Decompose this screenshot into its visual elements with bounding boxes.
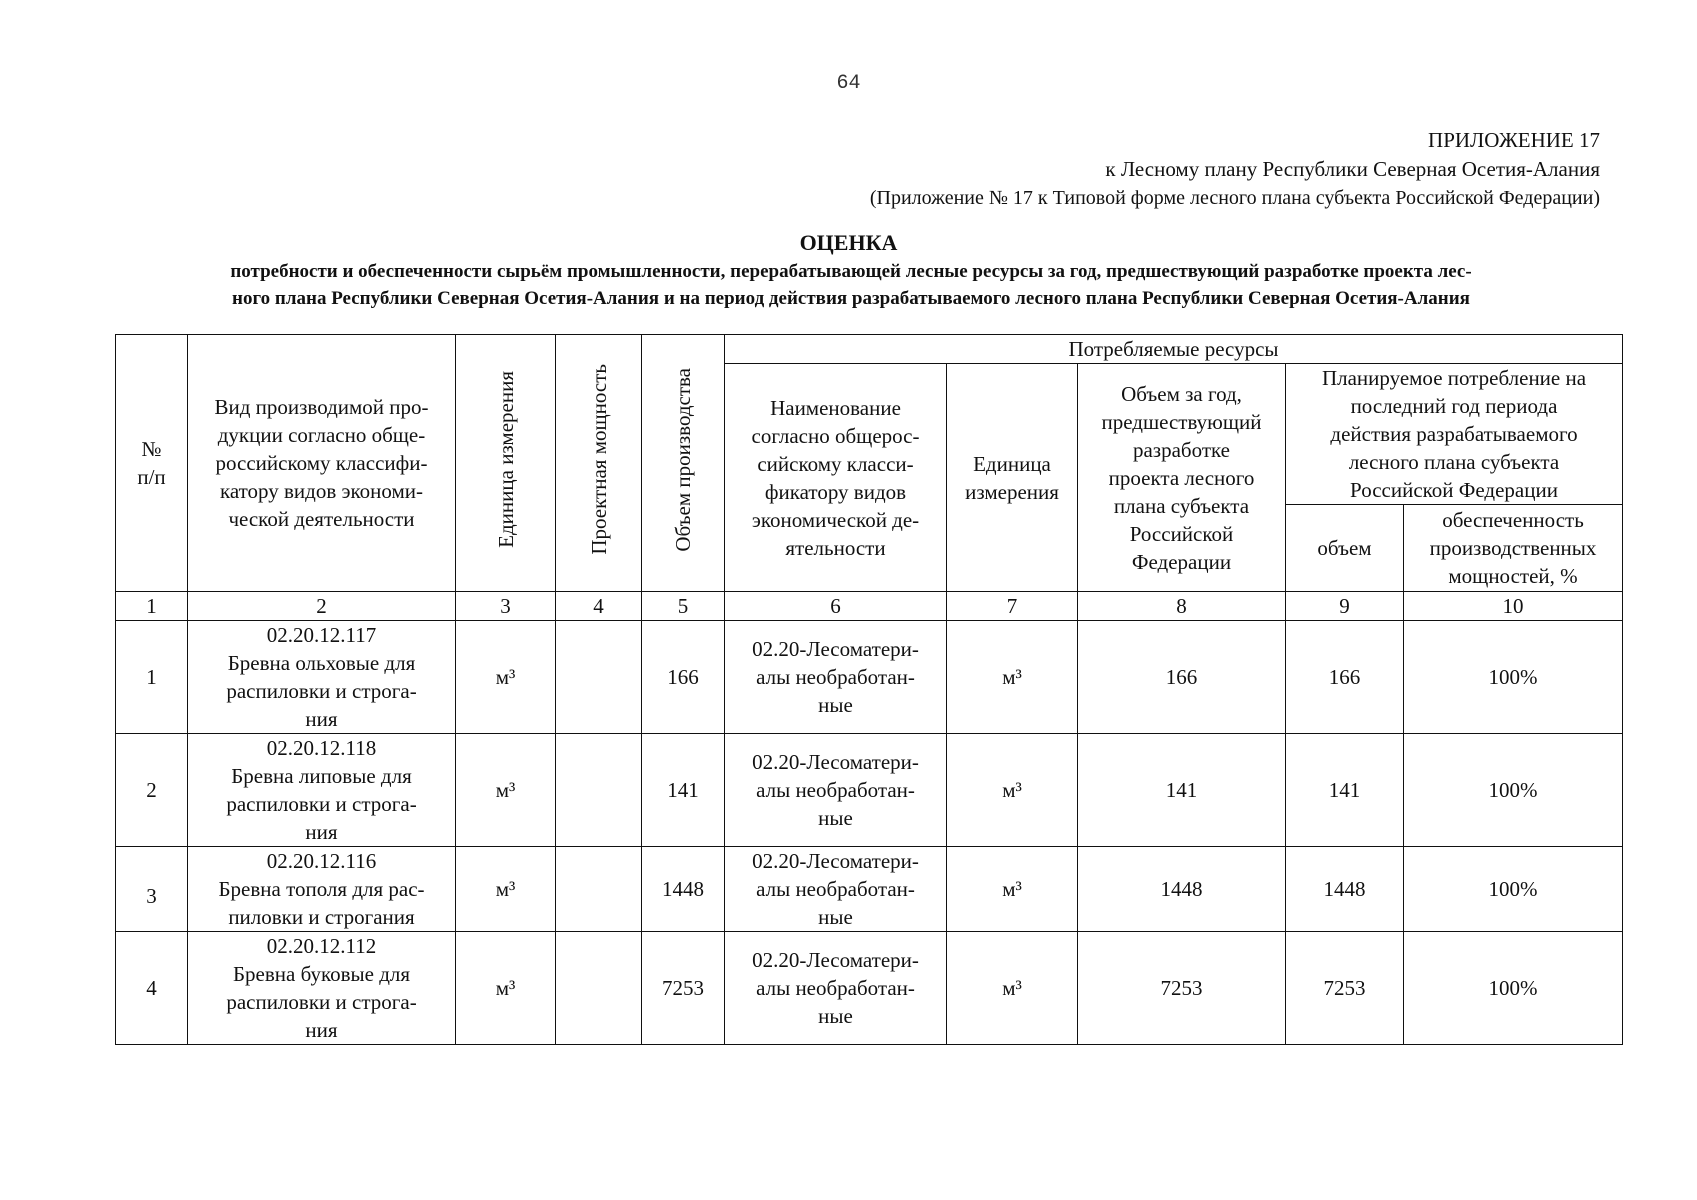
cell-unit: м³ xyxy=(456,932,556,1045)
cell-resource-name: 02.20-Лесоматери- алы необработан- ные xyxy=(725,932,947,1045)
cell-product: 02.20.12.116 Бревна тополя для рас- пиловки и строгания xyxy=(188,847,456,932)
document-subtitle xyxy=(118,258,1584,312)
cell-resource-name: 02.20-Лесоматери- алы необработан- ные xyxy=(725,847,947,932)
cell-capacity xyxy=(556,932,642,1045)
cell-volume: 166 xyxy=(642,621,725,734)
table-header xyxy=(116,335,1623,621)
cell-num: 3 xyxy=(116,847,188,932)
cell-volume: 1448 xyxy=(642,847,725,932)
header-capacity: Проектная мощность xyxy=(556,335,642,592)
appendix-title: ПРИЛОЖЕНИЕ 17 xyxy=(1428,128,1600,152)
header-volume: Объем производства xyxy=(642,335,725,592)
col-number: 7 xyxy=(947,592,1078,621)
cell-volume: 141 xyxy=(642,734,725,847)
cell-resource-unit: м³ xyxy=(947,621,1078,734)
cell-resource-name: 02.20-Лесоматери- алы необработан- ные xyxy=(725,734,947,847)
cell-resource-unit: м³ xyxy=(947,932,1078,1045)
col-number: 4 xyxy=(556,592,642,621)
cell-planned-supply: 100% xyxy=(1404,847,1623,932)
table-body xyxy=(116,621,1623,1045)
col-number: 9 xyxy=(1286,592,1404,621)
cell-planned-supply: 100% xyxy=(1404,734,1623,847)
col-number: 1 xyxy=(116,592,188,621)
cell-capacity xyxy=(556,621,642,734)
assessment-table xyxy=(115,334,1623,1045)
table-row xyxy=(116,621,1623,734)
header-planned-volume: объем xyxy=(1286,505,1404,592)
header-unit: Единица измерения xyxy=(456,335,556,592)
cell-planned-supply: 100% xyxy=(1404,932,1623,1045)
col-number: 2 xyxy=(188,592,456,621)
cell-volume: 7253 xyxy=(642,932,725,1045)
cell-resource-prev-year: 166 xyxy=(1078,621,1286,734)
col-number: 10 xyxy=(1404,592,1623,621)
cell-planned-volume: 7253 xyxy=(1286,932,1404,1045)
column-numbers-row xyxy=(116,592,1623,621)
cell-product: 02.20.12.118 Бревна липовые для распиловки и строга- ния xyxy=(188,734,456,847)
cell-resource-unit: м³ xyxy=(947,847,1078,932)
col-number: 5 xyxy=(642,592,725,621)
subtitle-line-2: ного плана Республики Северная Осетия-Алания и на период действия разрабатываемого лесного плана Республики Северная Осетия-Алания xyxy=(232,288,1470,309)
table-row xyxy=(116,847,1623,932)
cell-unit: м³ xyxy=(456,621,556,734)
cell-product: 02.20.12.117 Бревна ольховые для распиловки и строга- ния xyxy=(188,621,456,734)
cell-unit: м³ xyxy=(456,734,556,847)
cell-num: 1 xyxy=(116,621,188,734)
cell-planned-volume: 1448 xyxy=(1286,847,1404,932)
table-row xyxy=(116,932,1623,1045)
page-number: 64 xyxy=(836,72,861,95)
cell-planned-supply: 100% xyxy=(1404,621,1623,734)
document-title: ОЦЕНКА xyxy=(799,230,898,255)
cell-resource-prev-year: 7253 xyxy=(1078,932,1286,1045)
header-resource-prev-year: Объем за год, предшествующий разработке проекта лесного плана субъекта Российской Федерации xyxy=(1078,364,1286,592)
header-num: № п/п xyxy=(116,335,188,592)
appendix-reference: к Лесному плану Республики Северная Осетия-Алания xyxy=(1105,157,1600,181)
col-number: 8 xyxy=(1078,592,1286,621)
appendix-header xyxy=(870,126,1600,213)
cell-resource-prev-year: 141 xyxy=(1078,734,1286,847)
cell-capacity xyxy=(556,847,642,932)
cell-planned-volume: 166 xyxy=(1286,621,1404,734)
cell-resource-name: 02.20-Лесоматери- алы необработан- ные xyxy=(725,621,947,734)
cell-num: 4 xyxy=(116,932,188,1045)
cell-capacity xyxy=(556,734,642,847)
cell-unit: м³ xyxy=(456,847,556,932)
header-planned-consumption: Планируемое потребление на последний год периода действия разрабатываемого лесного плана субъекта Российской Федерации xyxy=(1286,364,1623,505)
col-number: 6 xyxy=(725,592,947,621)
cell-num: 2 xyxy=(116,734,188,847)
cell-resource-prev-year: 1448 xyxy=(1078,847,1286,932)
table-row xyxy=(116,734,1623,847)
header-resource-name: Наименование согласно общерос- сийскому класси- фикатору видов экономической де- ятельности xyxy=(725,364,947,592)
appendix-form-reference: (Приложение № 17 к Типовой форме лесного плана субъекта Российской Федерации) xyxy=(869,187,1600,209)
header-consumed-resources: Потребляемые ресурсы xyxy=(725,335,1623,364)
subtitle-line-1: потребности и обеспеченности сырьём промышленности, перерабатывающей лесные ресурсы за год, предшествующий разработке проекта лес- xyxy=(230,261,1472,282)
cell-product: 02.20.12.112 Бревна буковые для распиловки и строга- ния xyxy=(188,932,456,1045)
header-planned-supply: обеспеченность производственных мощностей, % xyxy=(1404,505,1623,592)
header-product: Вид производимой про- дукции согласно обще- российскому классифи- катору видов экономи- ческой деятельности xyxy=(188,335,456,592)
col-number: 3 xyxy=(456,592,556,621)
cell-resource-unit: м³ xyxy=(947,734,1078,847)
cell-planned-volume: 141 xyxy=(1286,734,1404,847)
header-resource-unit: Единица измерения xyxy=(947,364,1078,592)
